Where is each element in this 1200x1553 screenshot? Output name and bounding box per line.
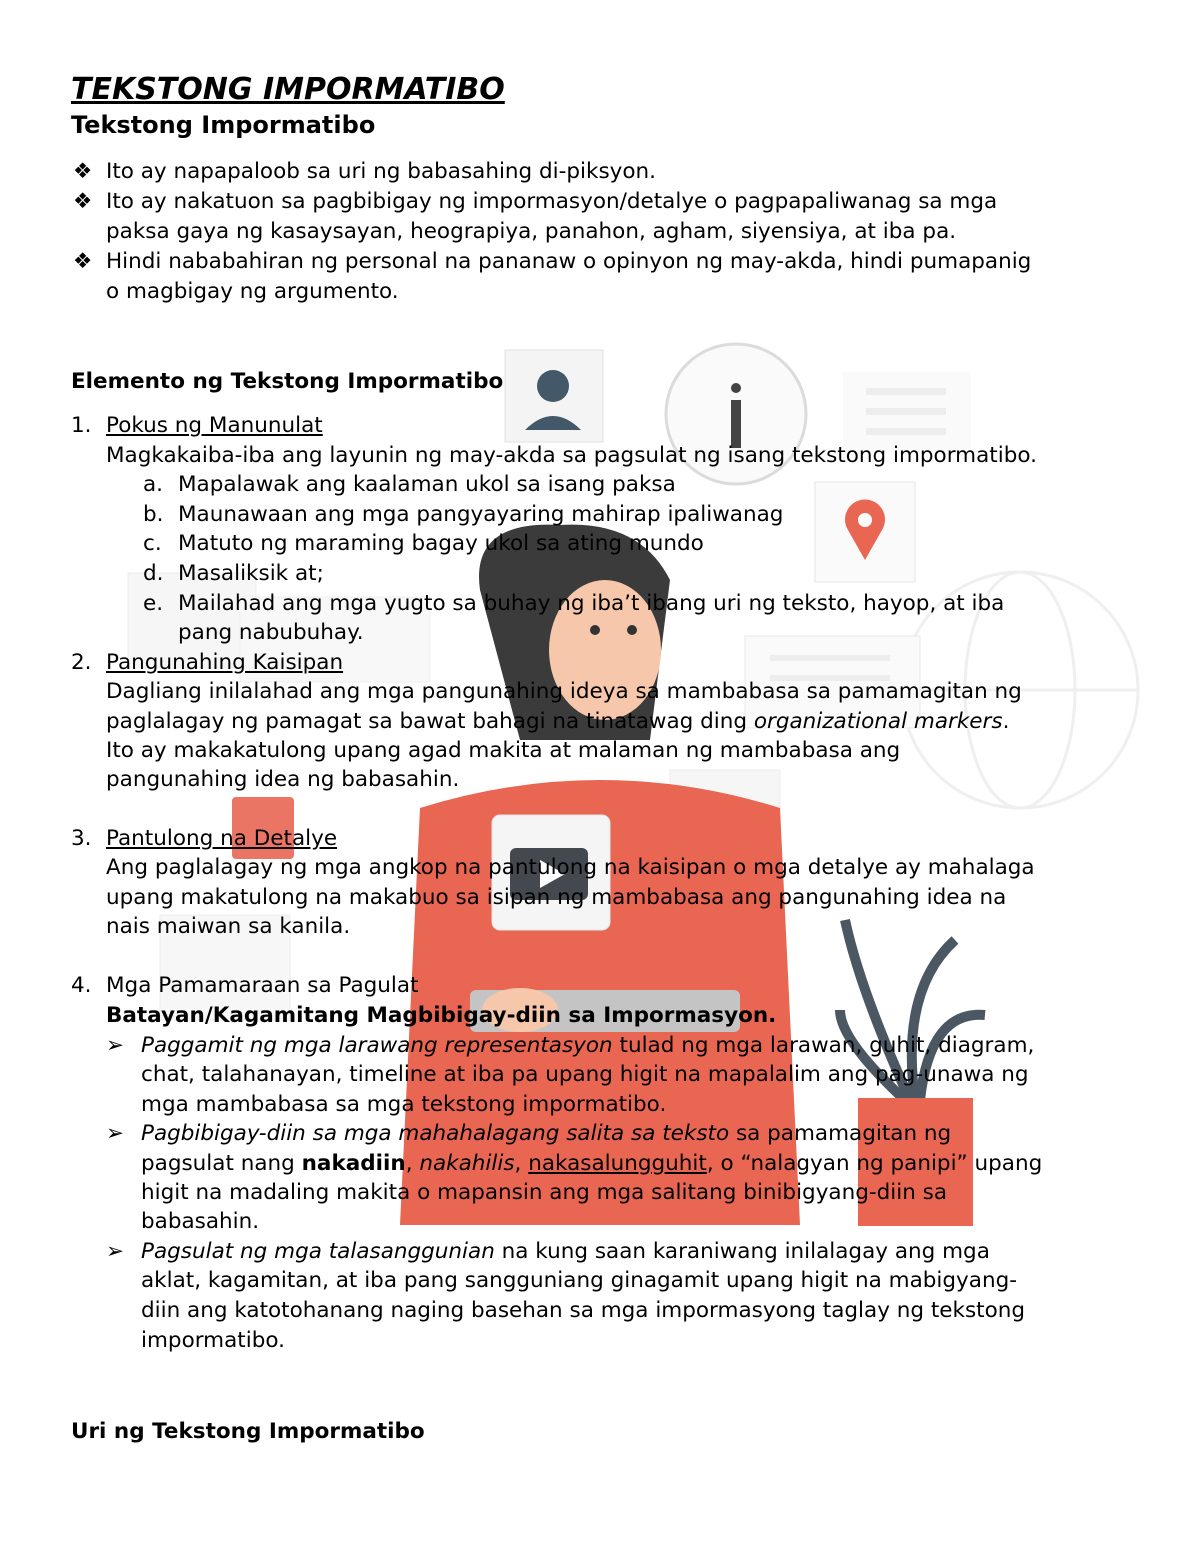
method-3-line-4: impormatibo. [141, 1328, 285, 1353]
item-3-line-1: Ang paglalagay ng mga angkop na pantulong na kaisipan o mga detalye ay mahalaga [106, 855, 1035, 880]
page-subtitle: Tekstong Impormatibo [71, 111, 376, 139]
item-2-line-2-text: paglalagay ng pamagat sa bawat bahagi na tinatawag ding [106, 709, 754, 734]
method-2-line-2 [141, 1149, 1042, 1179]
method-2-comma-1: , [405, 1151, 420, 1176]
item-1-number: 1. [71, 413, 92, 438]
intro-bullet-3: Hindi nababahiran ng personal na pananaw o opinyon ng may-akda, hindi pumapanig [106, 249, 1032, 274]
item-2-line-2-end: . [1002, 709, 1010, 734]
subitem-text: Mailahad ang mga yugto sa buhay ng iba’t ibang uri ng teksto, hayop, at iba [178, 591, 1005, 616]
item-2-line-1: Dagliang inilalahad ang mga pangunahing ideya sa mambabasa sa pamamagitan ng [106, 679, 1022, 704]
intro-bullet-2: Ito ay nakatuon sa pagbibigay ng impormasyon/detalye o pagpapaliwanag sa mga [106, 189, 998, 214]
item-3-line-2: upang makatulong na makabuo sa isipan ng mambabasa ang pangunahing idea na [106, 885, 1007, 910]
arrow-bullet-icon: ➢ [106, 1239, 125, 1264]
method-1-line-2: chat, talahanayan, timeline at iba pa upang higit na mapalalim ang pag-unawa ng [141, 1062, 1029, 1087]
method-2-line-4: babasahin. [141, 1209, 260, 1234]
item-2-title: Pangunahing Kaisipan [106, 650, 344, 675]
nakadiin-bold-text: nakadiin [301, 1151, 406, 1176]
item-4-number: 4. [71, 973, 92, 998]
nakasalungguhit-underlined-text: nakasalungguhit [528, 1151, 707, 1176]
organizational-markers-text: organizational markers [753, 709, 1003, 734]
method-1-rest: tulad ng mga larawan, guhit, diagram, [612, 1033, 1035, 1058]
subitem-text: Masaliksik at; [178, 561, 324, 586]
method-3-rest: na kung saan karaniwang inilalagay ang mga [494, 1239, 990, 1264]
item-3-number: 3. [71, 826, 92, 851]
method-2-line-1 [141, 1119, 951, 1149]
subitem-letter: d. [143, 561, 164, 586]
method-3-italic: Pagsulat ng mga talasanggunian [141, 1239, 495, 1264]
method-1-line-3: mga mambabasa sa mga tekstong impormatibo. [141, 1092, 667, 1117]
method-1-line-1 [141, 1031, 1034, 1061]
bullet-diamond-icon: ❖ [73, 249, 93, 274]
subitem-letter: c. [143, 531, 162, 556]
item-2-number: 2. [71, 650, 92, 675]
method-2-text-e: , o “nalagyan ng panipi” upang [706, 1151, 1043, 1176]
method-2-text-a: pagsulat nang [141, 1151, 302, 1176]
arrow-bullet-icon: ➢ [106, 1121, 125, 1146]
method-2-rest: sa pamamagitan ng [729, 1121, 952, 1146]
subitem-text: Matuto ng maraming bagay ukol sa ating mundo [178, 531, 704, 556]
elements-heading: Elemento ng Tekstong Impormatibo [71, 369, 504, 394]
item-2-line-3: Ito ay makakatulong upang agad makita at malaman ng mambabasa ang [106, 738, 901, 763]
page-title: TEKSTONG IMPORMATIBO [71, 72, 505, 107]
item-1-title: Pokus ng Manunulat [106, 413, 323, 438]
subitem-letter: b. [143, 502, 164, 527]
method-3-line-2: aklat, kagamitan, at iba pang sangguniang ginagamit upang higit na mabigyang- [141, 1268, 1017, 1293]
item-2-line-2 [106, 707, 1009, 737]
subitem-letter: a. [143, 472, 164, 497]
item-2-line-4: pangunahing idea ng babasahin. [106, 767, 460, 792]
method-2-line-3: higit na madaling makita o mapansin ang mga salitang binibigyang-diin sa [141, 1180, 948, 1205]
method-3-line-3: diin ang katotohanang naging basehan sa mga impormasyong taglay ng tekstong [141, 1298, 1026, 1323]
item-4-bold-line: Batayan/Kagamitang Magbibigay-diin sa Impormasyon. [106, 1003, 777, 1028]
method-1-italic: Paggamit ng mga larawang representasyon [141, 1033, 613, 1058]
types-heading: Uri ng Tekstong Impormatibo [71, 1419, 425, 1444]
method-2-italic: Pagbibigay-diin sa mga mahahalagang salita sa teksto [141, 1121, 730, 1146]
item-3-title: Pantulong na Detalye [106, 826, 338, 851]
item-4-title: Mga Pamamaraan sa Pagulat [106, 973, 419, 998]
subitem-text-cont: pang nabubuhay. [178, 620, 364, 645]
nakahilis-italic-text: nakahilis [419, 1151, 515, 1176]
intro-bullet-3-cont: o magbigay ng argumento. [106, 279, 399, 304]
method-3-line-1 [141, 1237, 990, 1267]
subitem-text: Maunawaan ang mga pangyayaring mahirap ipaliwanag [178, 502, 784, 527]
arrow-bullet-icon: ➢ [106, 1033, 125, 1058]
intro-bullet-2-cont: paksa gaya ng kasaysayan, heograpiya, panahon, agham, siyensiya, at iba pa. [106, 219, 957, 244]
item-1-line: Magkakaiba-iba ang layunin ng may-akda sa pagsulat ng isang tekstong impormatibo. [106, 443, 1037, 468]
item-3-line-3: nais maiwan sa kanila. [106, 914, 351, 939]
subitem-text: Mapalawak ang kaalaman ukol sa isang paksa [178, 472, 676, 497]
subitem-letter: e. [143, 591, 164, 616]
bullet-diamond-icon: ❖ [73, 189, 93, 214]
method-2-comma-2: , [514, 1151, 529, 1176]
intro-bullet-1: Ito ay napapaloob sa uri ng babasahing di-piksyon. [106, 159, 657, 184]
bullet-diamond-icon: ❖ [73, 159, 93, 184]
